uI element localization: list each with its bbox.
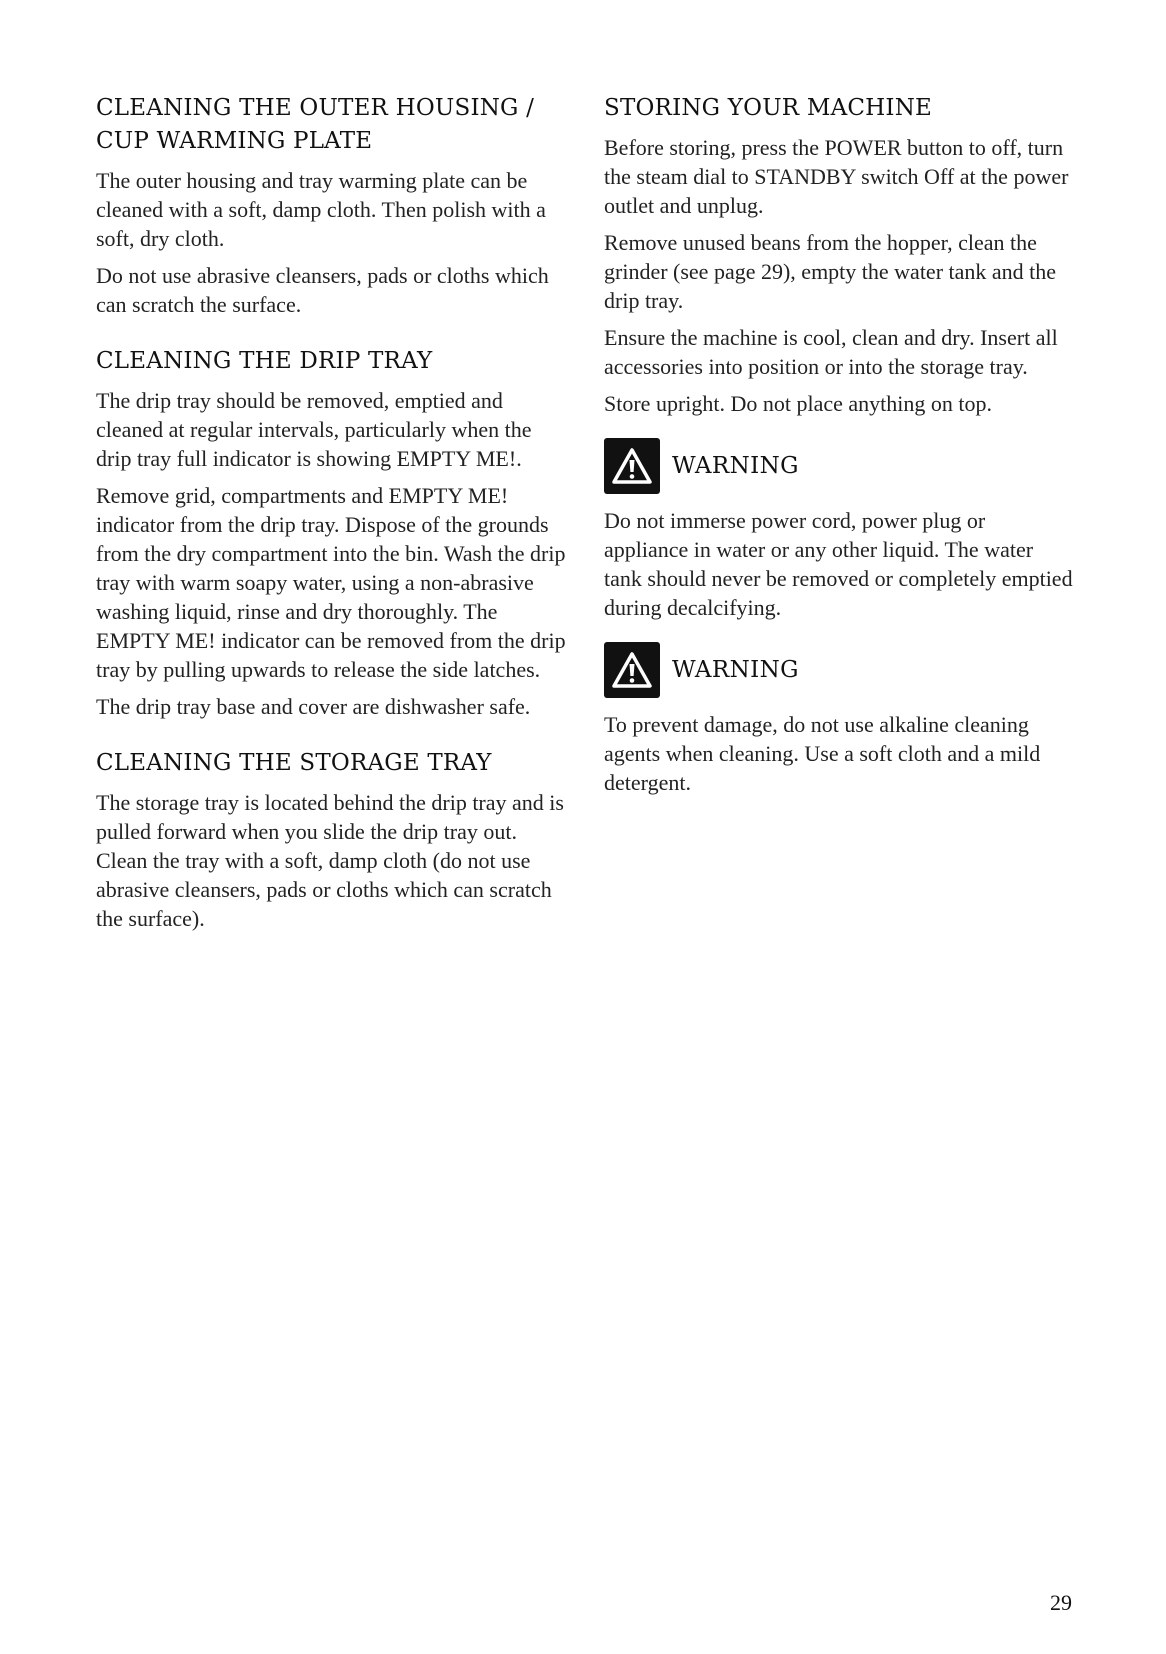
page-number: 29 bbox=[1050, 1590, 1072, 1615]
para-storing-2: Remove unused beans from the hopper, clean the grinder (see page 29), empty the water tank and the drip tray. bbox=[604, 230, 1057, 313]
warning-header-2 bbox=[604, 642, 1074, 698]
para-drip-tray-3: The drip tray base and cover are dishwasher safe. bbox=[96, 694, 531, 719]
left-column bbox=[96, 92, 566, 959]
para-storing-1: Before storing, press the POWER button to off, turn the steam dial to STANDBY switch Off at the power outlet and unplug. bbox=[604, 135, 1069, 218]
warning-triangle-icon bbox=[604, 438, 660, 494]
para-drip-tray-2: Remove grid, compartments and EMPTY ME! indicator from the drip tray. Dispose of the grounds from the dry compartment into the bin. Wash the drip tray with warm soapy water, using a non-abrasive washing liquid, rinse and dry thoroughly. The EMPTY ME! indicator can be removed from the drip tray by pulling upwards to release the side latches. bbox=[96, 483, 566, 682]
para-storing-3: Ensure the machine is cool, clean and dry. Insert all accessories into position or into the storage tray. bbox=[604, 325, 1058, 379]
para-storage-tray-1: The storage tray is located behind the drip tray and is pulled forward when you slide the drip tray out. Clean the tray with a soft, damp cloth (do not use abrasive cleansers, pads or cloths which can scratch the surface). bbox=[96, 790, 564, 931]
warning-block-2 bbox=[604, 642, 1074, 797]
para-storing-4: Store upright. Do not place anything on top. bbox=[604, 391, 992, 416]
section-outer-housing bbox=[96, 92, 566, 319]
section-drip-tray bbox=[96, 345, 566, 721]
heading-storage-tray: CLEANING THE STORAGE TRAY bbox=[96, 750, 492, 776]
warning-title-2: WARNING bbox=[672, 657, 799, 683]
para-warning-2: To prevent damage, do not use alkaline cleaning agents when cleaning. Use a soft cloth and a mild detergent. bbox=[604, 712, 1041, 795]
heading-storing: STORING YOUR MACHINE bbox=[604, 95, 933, 121]
section-storage-tray bbox=[96, 747, 566, 933]
right-column bbox=[604, 92, 1074, 805]
heading-drip-tray: CLEANING THE DRIP TRAY bbox=[96, 348, 433, 374]
para-outer-housing-2: Do not use abrasive cleansers, pads or cloths which can scratch the surface. bbox=[96, 263, 549, 317]
para-outer-housing-1: The outer housing and tray warming plate can be cleaned with a soft, damp cloth. Then polish with a soft, dry cloth. bbox=[96, 168, 546, 251]
warning-triangle-icon bbox=[604, 642, 660, 698]
section-storing bbox=[604, 92, 1074, 418]
warning-title-1: WARNING bbox=[672, 453, 799, 479]
para-drip-tray-1: The drip tray should be removed, emptied and cleaned at regular intervals, particularly when the drip tray full indicator is showing EMPTY ME!. bbox=[96, 388, 532, 471]
warning-header-1 bbox=[604, 438, 1074, 494]
warning-block-1 bbox=[604, 438, 1074, 622]
heading-outer-housing: CLEANING THE OUTER HOUSING / CUP WARMING PLATE bbox=[96, 95, 535, 154]
para-warning-1: Do not immerse power cord, power plug or appliance in water or any other liquid. The water tank should never be removed or completely emptied during decalcifying. bbox=[604, 508, 1073, 620]
